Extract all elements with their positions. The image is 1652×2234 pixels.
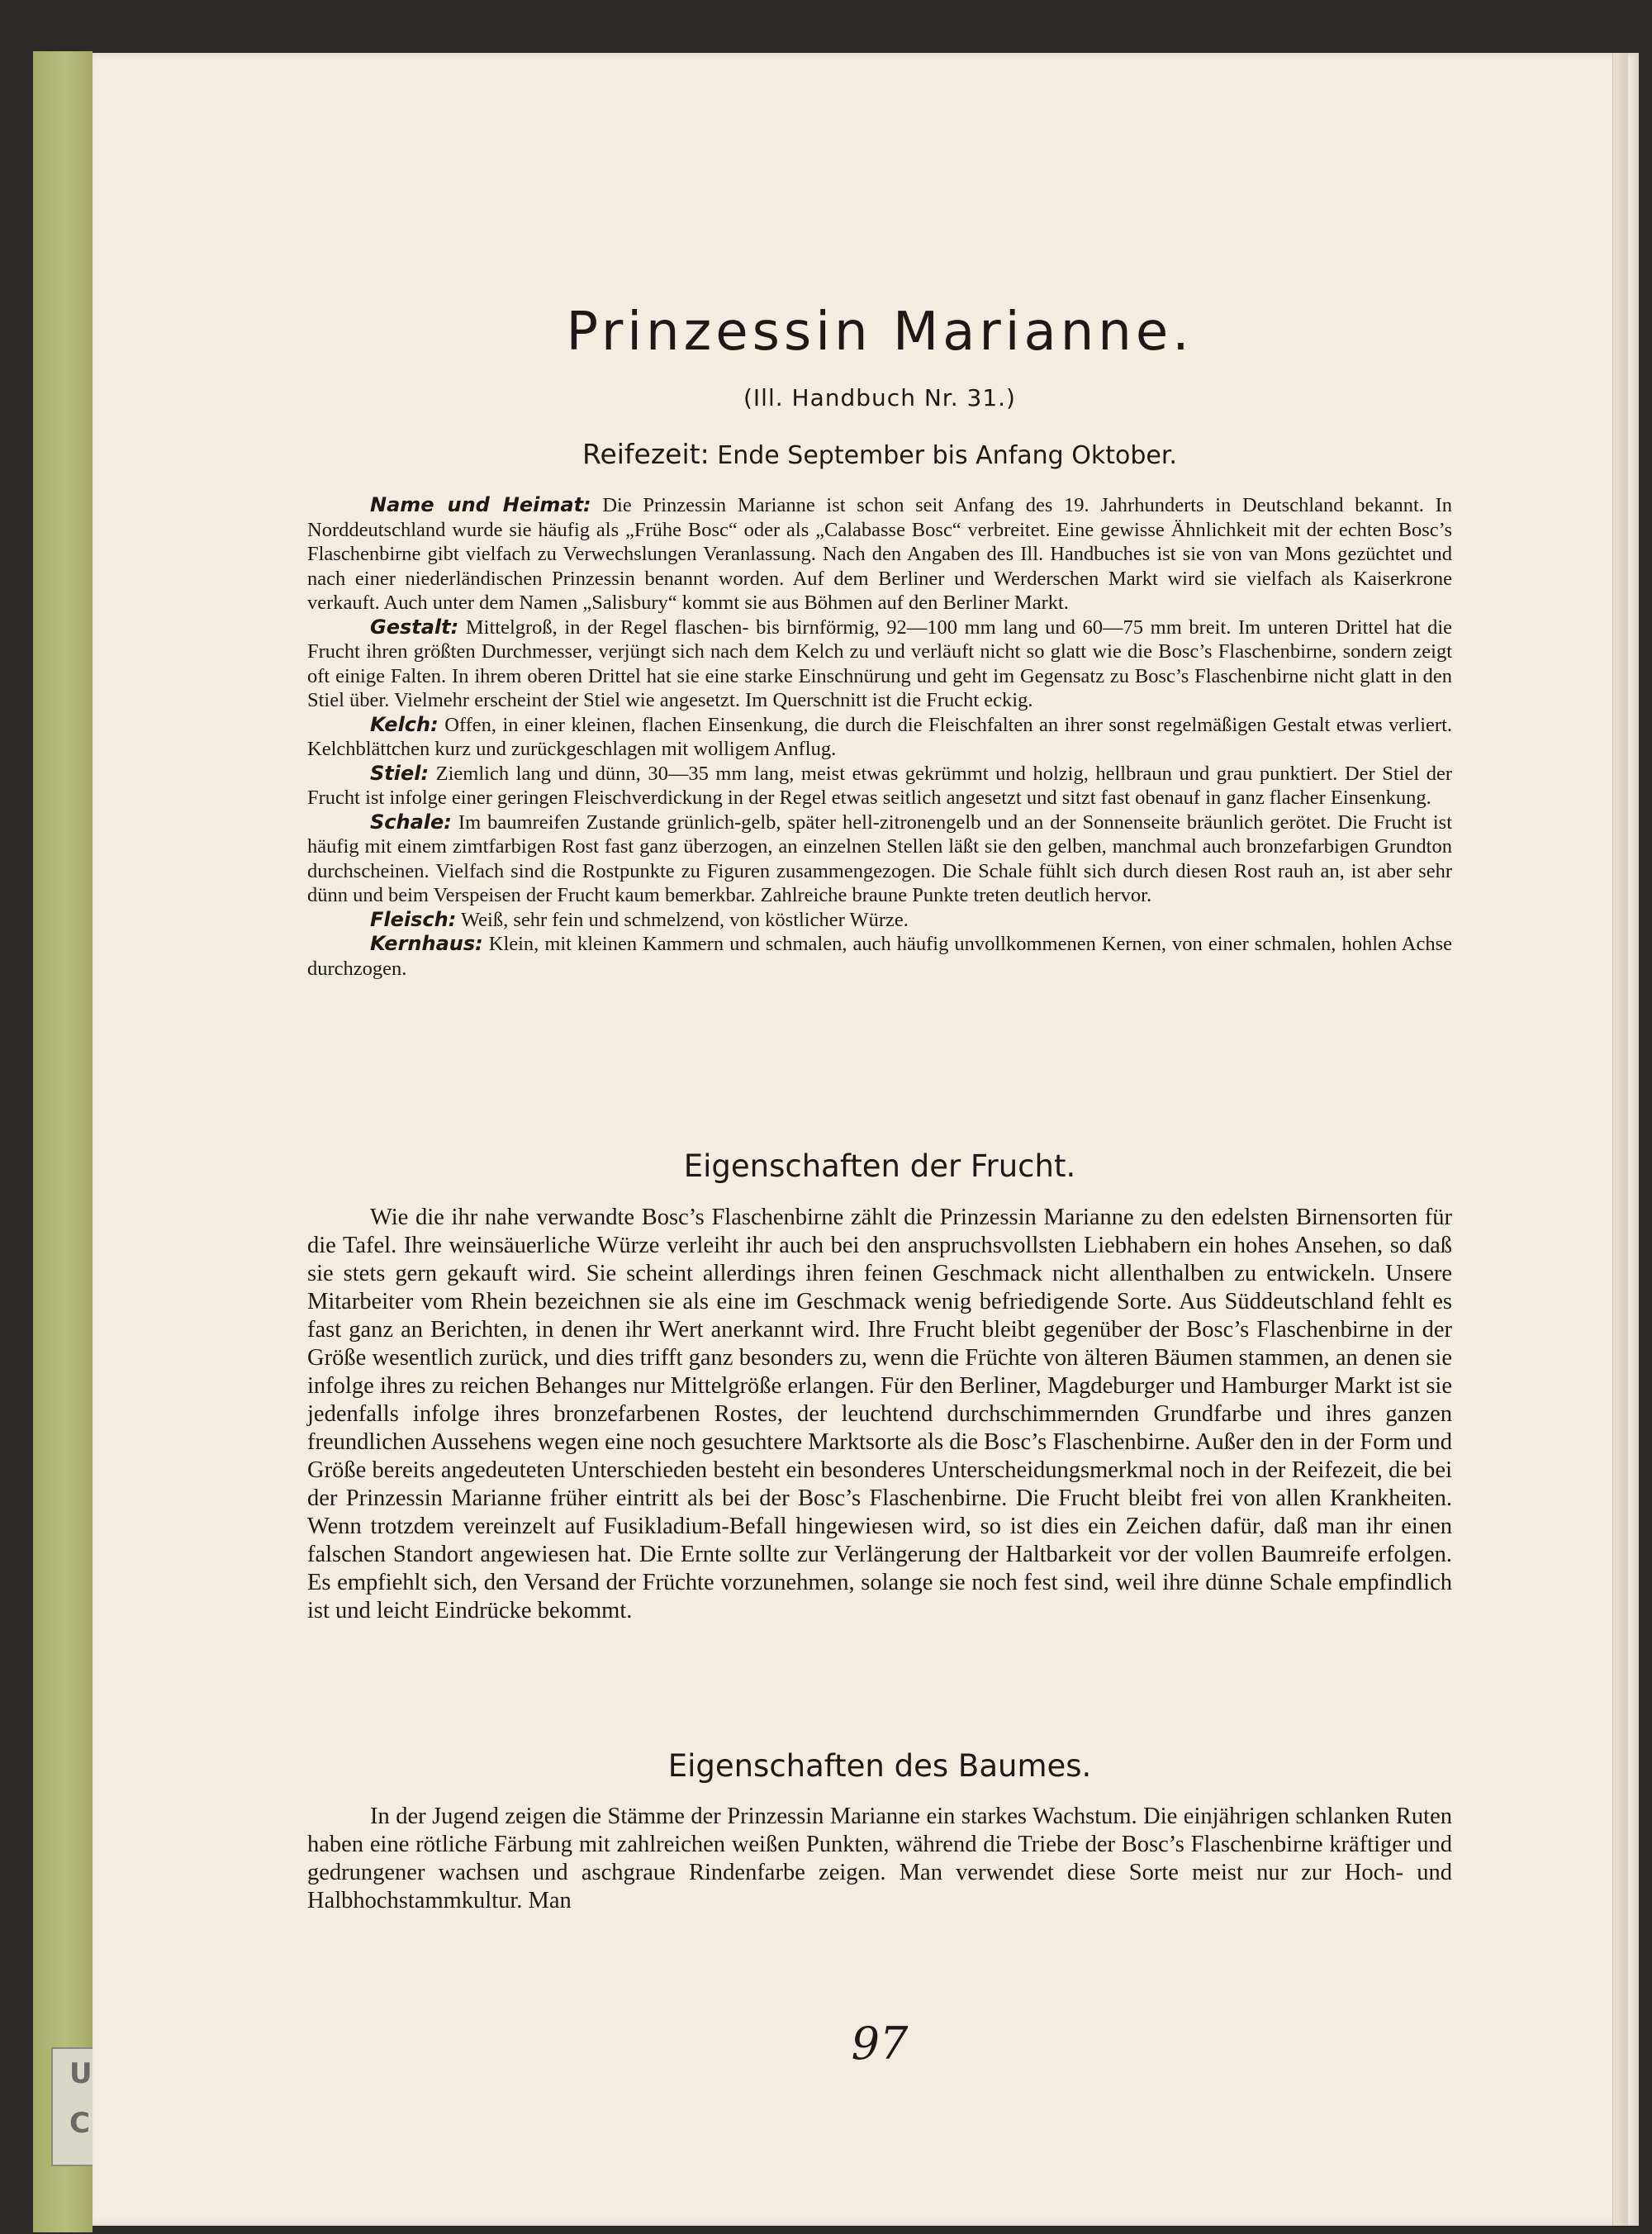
desc-stalk	[307, 762, 1452, 810]
fruit-section-heading: Eigenschaften der Frucht.	[683, 1148, 1076, 1184]
desc-text: Klein, mit kleinen Kammern und schmalen, auch häufig unvollkommenen Kernen, von einer schmalen, hohlen Achse durchzogen.	[307, 933, 1453, 980]
desc-flesh	[307, 908, 1452, 933]
ripeness-value: Ende September bis Anfang Oktober.	[717, 441, 1177, 470]
desc-calyx	[307, 713, 1452, 762]
desc-name-origin	[307, 493, 1452, 616]
desc-term: Name und Heimat:	[370, 493, 591, 516]
page-title: Prinzessin Marianne.	[566, 302, 1194, 363]
desc-text: Weiß, sehr fein und schmelzend, von köstlicher Würze.	[461, 908, 909, 931]
desc-shape	[307, 616, 1452, 713]
fruit-section-body	[307, 1204, 1452, 1625]
page-edge	[1612, 53, 1628, 2226]
desc-core	[307, 932, 1452, 981]
desc-term: Fleisch:	[370, 907, 457, 931]
tree-section-text: In der Jugend zeigen die Stämme der Prinzessin Marianne ein starkes Wachstum. Die einjährigen schlanken Ruten haben eine rötliche Färbung mit zahlreichen weißen Punkten, während die Triebe der Bosc’s Flaschenbirne kräftiger und gedrungener wachsen und aschgraue Rindenfarbe zeigen. Man verwendet diese Sorte meist nur zur Hoch- und Halbhochstammkultur. Man	[307, 1804, 1452, 1913]
desc-term: Kernhaus:	[370, 932, 483, 955]
desc-term: Gestalt:	[370, 615, 459, 639]
green-binding-strip	[33, 51, 93, 2232]
desc-term: Schale:	[370, 810, 452, 834]
tab-letter-u: U	[69, 2057, 93, 2090]
desc-skin	[307, 810, 1452, 908]
tree-section-heading: Eigenschaften des Baumes.	[667, 1748, 1092, 1784]
ripeness-line	[307, 438, 1452, 470]
description-block	[307, 493, 1452, 981]
ripeness-label: Reifezeit:	[582, 438, 710, 470]
library-tab	[51, 2047, 94, 2166]
tree-section-body	[307, 1803, 1452, 1915]
desc-text: Offen, in einer kleinen, flachen Einsenkung, die durch die Fleischfalten an ihrer sonst regelmäßigen Gestalt etwas verliert. Kelchblättchen kurz und zurückgeschlagen mit wolligem Anflug.	[307, 713, 1453, 760]
desc-text: Mittelgroß, in der Regel flaschen- bis birnförmig, 92—100 mm lang und 60—75 mm breit. Im unteren Drittel hat die Frucht ihren größten Durchmesser, verjüngt sich nach dem Kelch zu und verläuft nicht so glatt wie die Bosc’s Flaschenbirne, sondern zeigt oft einige Falten. In ihrem oberen Drittel hat sie eine starke Einschnürung und geht im Gegensatz zu Bosc’s Flaschenbirne nicht glatt in den Stiel über. Vielmehr erscheint der Stiel wie angesetzt. Im Querschnitt ist die Frucht eckig.	[307, 616, 1452, 711]
page-number: 97	[851, 2018, 909, 2070]
desc-text: Die Prinzessin Marianne ist schon seit Anfang des 19. Jahrhunderts in Deutschland bekannt. In Norddeutschland wurde sie häufig als „Frühe Bosc“ oder als „Calabasse Bosc“ verbreitet. Eine gewisse Ähnlichkeit mit der echten Bosc’s Flaschenbirne gibt vielfach zu Verwechslungen Veranlassung. Nach den Angaben des Ill. Handbuches ist sie von van Mons gezüchtet und nach einer niederländischen Prinzessin benannt worden. Auf dem Berliner und Werderschen Markt wird sie vielfach als Kaiserkrone verkauft. Auch unter dem Namen „Salisbury“ kommt sie aus Böhmen auf den Berliner Markt.	[307, 494, 1452, 614]
fruit-section-text: Wie die ihr nahe verwandte Bosc’s Flaschenbirne zählt die Prinzessin Marianne zu den edelsten Birnensorten für die Tafel. Ihre weinsäuerliche Würze verleiht ihr auch bei den anspruchsvollsten Liebhabern ein hohes Ansehen, so daß sie stets gern gekauft wird. Sie scheint allerdings ihren feinen Geschmack nicht allenthalben zu entwickeln. Unsere Mitarbeiter vom Rhein bezeichnen sie als eine im Geschmack wenig befriedigende Sorte. Aus Süddeutschland fehlt es fast ganz an Berichten, in denen ihr Wert anerkannt wird. Ihre Frucht bleibt gegenüber der Bosc’s Flaschenbirne in der Größe wesentlich zurück, und dies trifft ganz besonders zu, wenn die Früchte von älteren Bäumen stammen, an denen sie infolge ihres zu reichen Behanges nur Mittelgröße erlangen. Für den Berliner, Magdeburger und Hamburger Markt ist sie jedenfalls infolge ihres bronzefarbenen Rostes, der leuchtend durchschimmernden Grundfarbe und ihres ganzen freundlichen Aussehens wegen eine noch gesuchtere Marktsorte als die Bosc’s Flaschenbirne. Außer den in der Form und Größe bereits angedeuteten Unterschieden besteht ein besonderes Unterscheidungsmerkmal noch in der Reifezeit, die bei der Prinzessin Marianne früher eintritt als bei der Bosc’s Flaschenbirne. Die Frucht bleibt frei von allen Krankheiten. Wenn trotzdem vereinzelt auf Fusikladium-Befall hingewiesen wird, so ist dies ein Zeichen dafür, daß man ihr einen falschen Standort angewiesen hat. Die Ernte sollte zur Verlängerung der Haltbarkeit vor der vollen Baumreife erfolgen. Es empfiehlt sich, den Versand der Früchte vorzunehmen, solange sie noch fest sind, weil ihre dünne Schale empfindlich ist und leicht Eindrücke bekommt.	[307, 1205, 1452, 1623]
page-subtitle: (Ill. Handbuch Nr. 31.)	[743, 384, 1016, 411]
desc-term: Kelch:	[370, 712, 439, 736]
desc-term: Stiel:	[370, 761, 430, 785]
desc-text: Ziemlich lang und dünn, 30—35 mm lang, meist etwas gekrümmt und holzig, hellbraun und grau punktiert. Der Stiel der Frucht ist infolge einer geringen Fleischverdickung in der Regel etwas seitlich angesetzt und sitzt fast obenauf in ganz flacher Einsenkung.	[307, 762, 1452, 809]
desc-text: Im baumreifen Zustande grünlich-gelb, später hell-zitronengelb und an der Sonnenseite bräunlich gerötet. Die Frucht ist häufig mit einem zimtfarbigen Rost fast ganz überzogen, an einzelnen Stellen läßt sie den gelben, manchmal auch bronzefarbigen Grundton durchscheinen. Vielfach sind die Rostpunkte zu Figuren zusammengezogen. Die Schale fühlt sich durch diesen Rost rauh an, ist aber sehr dünn und beim Verspeisen der Frucht kaum bemerkbar. Zahlreiche braune Punkte treten deutlich hervor.	[307, 810, 1453, 906]
tab-letter-c: C	[69, 2107, 90, 2140]
